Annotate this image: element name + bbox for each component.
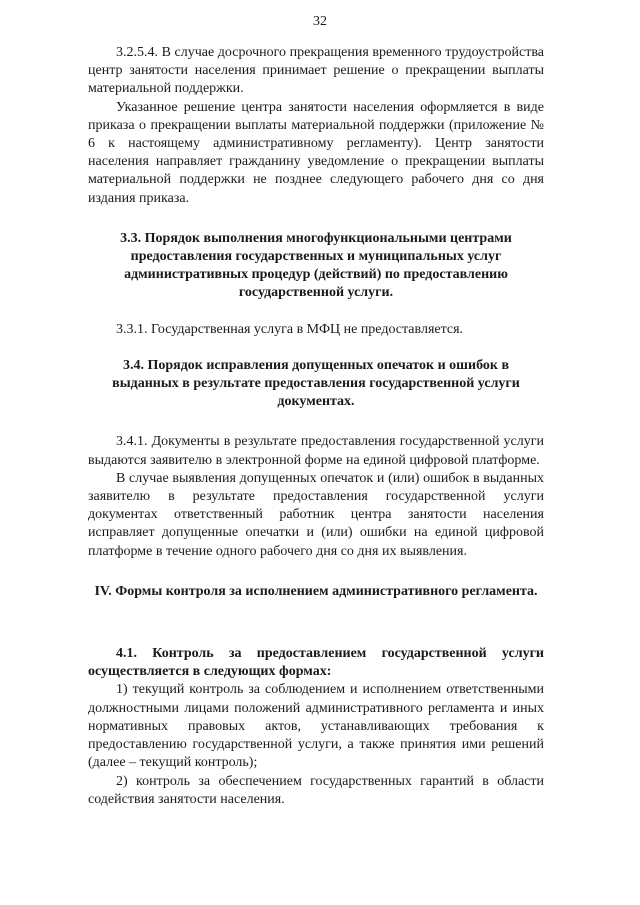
paragraph-3-2-5-4: 3.2.5.4. В случае досрочного прекращения временного трудоустройства центр занятости населения принимает решение о прекращении выплаты материальной поддержки. [88, 45, 544, 97]
paragraph-4-1: 4.1. Контроль за предоставлением государственной услуги осуществляется в следующих формах: [88, 646, 544, 680]
paragraph-decision-order: Указанное решение центра занятости населения оформляется в виде приказа о прекращении выплаты материальной поддержки (приложение № 6 к настоящему административному регламенту). Центр занятости населения направляет гражданину уведомление о прекращении выплаты материальной поддержки не позднее следующего рабочего дня со дня издания приказа. [88, 99, 544, 206]
paragraph-4-1-item-1: 1) текущий контроль за соблюдением и исполнением ответственными должностными лицами положений административного регламента и иных нормативных правовых актов, устанавливающих требования к предоставлению государственной услуги, а также принятия ими решений (далее – текущий контроль); [88, 682, 544, 771]
paragraph-4-1-item-2: 2) контроль за обеспечением государственных гарантий в области содействия занятости населения. [88, 773, 544, 807]
paragraph-errors-correction: В случае выявления допущенных опечаток и (или) ошибок в выданных заявителю в результате предоставления государственной услуги документах ответственный работник центра занятости населения исправляет допущенные опечатки и (или) ошибки на единой цифровой платформе в течение одного рабочего дня со дня их выявления. [88, 470, 544, 559]
paragraph-3-3-1: 3.3.1. Государственная услуга в МФЦ не предоставляется. [116, 321, 464, 337]
heading-section-4: IV. Формы контроля за исполнением административного регламента. [94, 583, 538, 599]
heading-3-3: 3.3. Порядок выполнения многофункциональными центрами предоставления государственных и муниципальных услуг административных процедур (действий) по предоставлению государственной услуги. [120, 230, 512, 301]
heading-3-4: 3.4. Порядок исправления допущенных опечаток и ошибок в выданных в результате предоставления государственной услуги документах. [112, 357, 520, 410]
document-body [88, 44, 544, 809]
paragraph-3-4-1: 3.4.1. Документы в результате предоставления государственной услуги выдаются заявителю в электронной форме на единой цифровой платформе. [88, 434, 544, 468]
page-number: 32 [313, 14, 327, 29]
